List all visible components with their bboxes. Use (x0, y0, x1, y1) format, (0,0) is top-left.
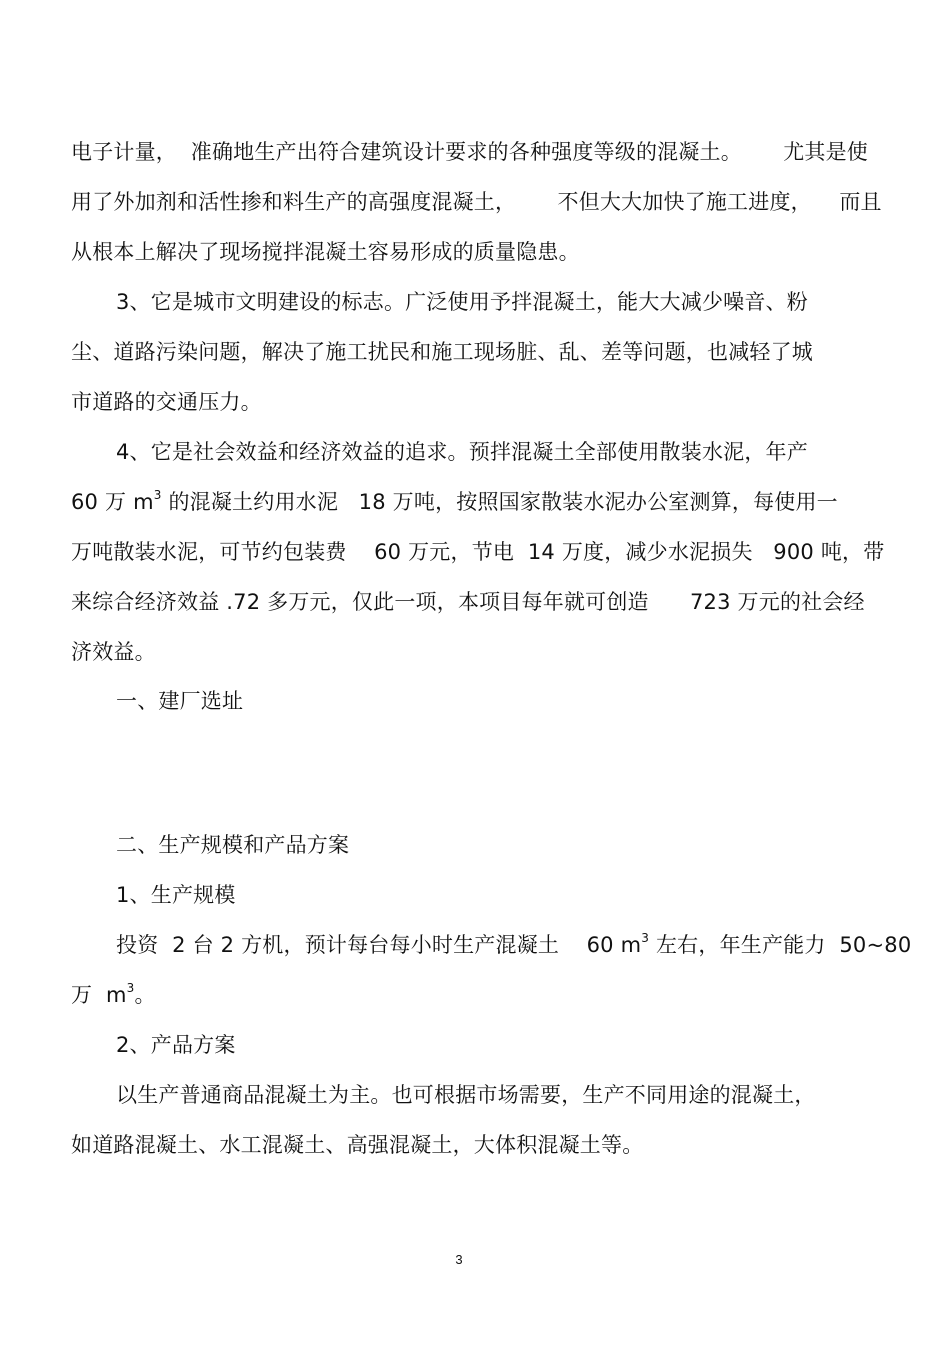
text-line: 以生产普通商品混凝土为主。也可根据市场需要，生产不同用途的混凝土， (116, 1083, 816, 1107)
text-line (71, 981, 156, 1009)
section-heading: 二、生产规模和产品方案 (116, 833, 350, 857)
text-line (116, 931, 911, 959)
text-line: 如道路混凝土、水工混凝土、高强混凝土，大体积混凝土等。 (71, 1133, 644, 1157)
subsection-heading: 1、生产规模 (116, 883, 236, 907)
text-fragment: 。 (134, 983, 156, 1007)
subsection-heading: 2、产品方案 (116, 1033, 236, 1057)
text-fragment: 左右，年生产能力 50~80 (649, 933, 912, 957)
text-line: 用了外加剂和活性掺和料生产的高强度混凝土， 不但大大加快了施工进度， 而且 (71, 190, 882, 214)
text-line: 电子计量， 准确地生产出符合建筑设计要求的各种强度等级的混凝土。 尤其是使 (71, 140, 868, 164)
text-fragment: 60 万 m (71, 490, 154, 514)
superscript: 3 (641, 931, 650, 945)
text-line: 3、它是城市文明建设的标志。广泛使用予拌混凝土，能大大减少噪音、粉 (116, 290, 808, 314)
section-heading: 一、建厂选址 (116, 689, 244, 713)
text-line: 济效益。 (71, 640, 156, 664)
superscript: 3 (153, 488, 162, 502)
text-line: 万吨散装水泥，可节约包装费 60 万元，节电 14 万度，减少水泥损失 900 吨，带 (71, 540, 885, 564)
text-line: 从根本上解决了现场搅拌混凝土容易形成的质量隐患。 (71, 240, 580, 264)
text-line: 市道路的交通压力。 (71, 390, 262, 414)
text-line (71, 488, 838, 516)
text-fragment: 投资 2 台 2 方机，预计每台每小时生产混凝土 60 m (116, 933, 642, 957)
page-number: 3 (455, 1252, 463, 1267)
text-line: 尘、道路污染问题，解决了施工扰民和施工现场脏、乱、差等问题，也减轻了城 (71, 340, 813, 364)
text-line: 4、它是社会效益和经济效益的追求。预拌混凝土全部使用散装水泥，年产 (116, 440, 808, 464)
superscript: 3 (126, 981, 135, 995)
text-fragment: 的混凝土约用水泥 18 万吨，按照国家散装水泥办公室测算，每使用一 (161, 490, 838, 514)
text-fragment: 万 m (71, 983, 127, 1007)
text-line: 来综合经济效益 .72 多万元，仅此一项，本项目每年就可创造 723 万元的社会经 (71, 590, 865, 614)
